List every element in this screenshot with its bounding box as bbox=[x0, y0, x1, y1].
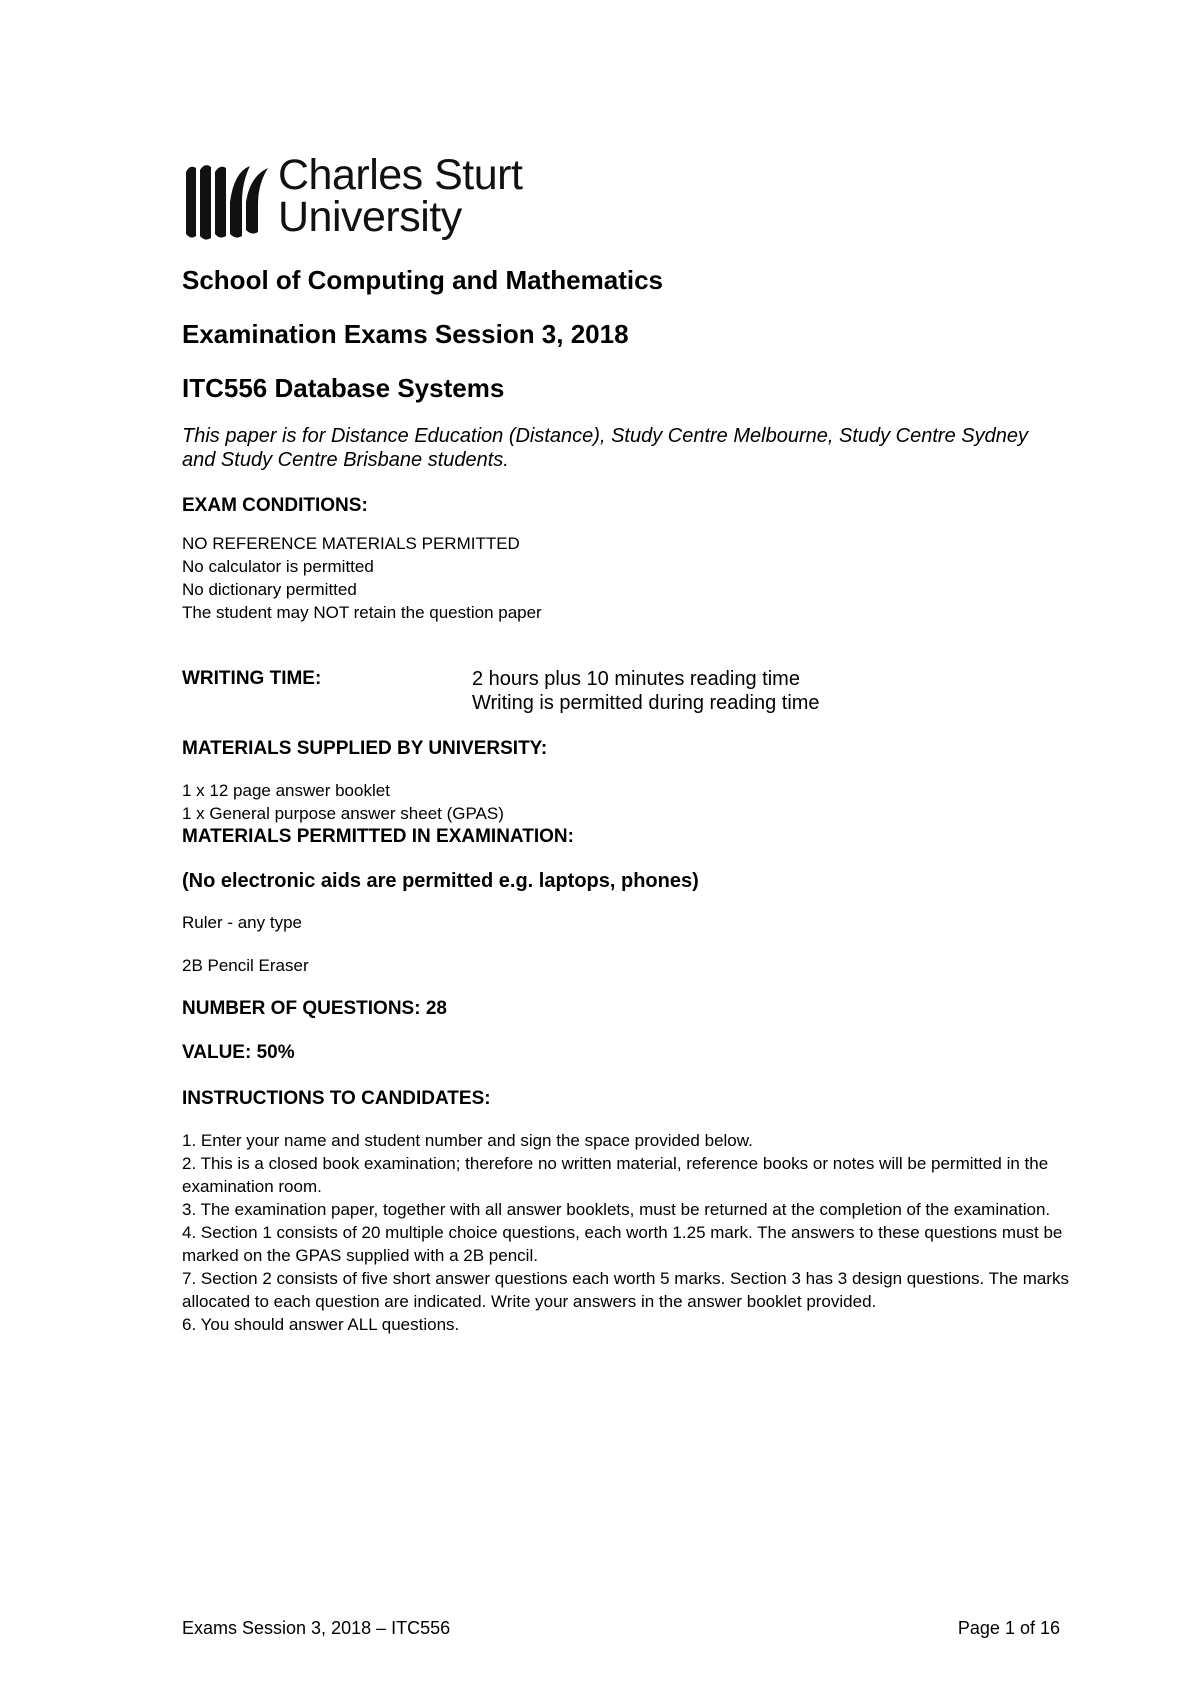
instructions-heading: INSTRUCTIONS TO CANDIDATES: bbox=[182, 1088, 491, 1109]
writing-time-line-1: 2 hours plus 10 minutes reading time bbox=[472, 668, 800, 690]
condition-item: No dictionary permitted bbox=[182, 580, 357, 599]
instruction-item: 4. Section 1 consists of 20 multiple choice questions, each worth 1.25 mark. The answers to these questions must be marked on the GPAS supplied with a 2B pencil. bbox=[182, 1223, 1063, 1265]
condition-item: The student may NOT retain the question paper bbox=[182, 603, 542, 622]
footer-session: Exams Session 3, 2018 – ITC556 bbox=[182, 1618, 451, 1638]
condition-item: No calculator is permitted bbox=[182, 557, 374, 576]
intro-paragraph: This paper is for Distance Education (Distance), Study Centre Melbourne, Study Centre Sydney and Study Centre Brisbane students. bbox=[182, 425, 1028, 471]
instruction-item: 7. Section 2 consists of five short answer questions each worth 5 marks. Section 3 has 3 design questions. The marks allocated to each question are indicated. Write your answers in the answer booklet provided. bbox=[182, 1269, 1069, 1311]
materials-permitted-item: Ruler - any type bbox=[182, 913, 302, 932]
materials-permitted-item: 2B Pencil Eraser bbox=[182, 956, 309, 975]
university-name bbox=[278, 151, 523, 241]
condition-item: NO REFERENCE MATERIALS PERMITTED bbox=[182, 534, 520, 553]
logo-line-1: Charles Sturt bbox=[278, 151, 523, 199]
writing-time-line-2: Writing is permitted during reading time bbox=[472, 692, 820, 714]
exam-value: VALUE: 50% bbox=[182, 1042, 295, 1063]
unit-title: ITC556 Database Systems bbox=[182, 373, 505, 403]
university-emblem-icon bbox=[182, 162, 272, 242]
writing-time-label: WRITING TIME: bbox=[182, 668, 322, 689]
materials-supplied-heading: MATERIALS SUPPLIED BY UNIVERSITY: bbox=[182, 738, 548, 759]
number-of-questions: NUMBER OF QUESTIONS: 28 bbox=[182, 998, 447, 1019]
instruction-item: 3. The examination paper, together with all answer booklets, must be returned at the completion of the examination. bbox=[182, 1200, 1051, 1219]
instruction-item: 6. You should answer ALL questions. bbox=[182, 1315, 460, 1334]
writing-time-block bbox=[182, 667, 1082, 715]
university-logo bbox=[182, 151, 1082, 250]
exam-session-title: Examination Exams Session 3, 2018 bbox=[182, 319, 629, 349]
materials-permitted-heading: MATERIALS PERMITTED IN EXAMINATION: bbox=[182, 826, 574, 847]
instructions-list bbox=[182, 1129, 1082, 1336]
materials-supplied-item: 1 x General purpose answer sheet (GPAS) bbox=[182, 804, 504, 823]
writing-time-values bbox=[472, 667, 820, 715]
school-title: School of Computing and Mathematics bbox=[182, 265, 664, 295]
materials-supplied-list bbox=[182, 779, 1082, 825]
footer-page-number: Page 1 of 16 bbox=[957, 1618, 1060, 1638]
exam-conditions-list bbox=[182, 532, 1082, 624]
exam-conditions-heading: EXAM CONDITIONS: bbox=[182, 495, 368, 516]
instruction-item: 1. Enter your name and student number and sign the space provided below. bbox=[182, 1131, 753, 1150]
no-electronic-aids-note: (No electronic aids are permitted e.g. laptops, phones) bbox=[182, 870, 699, 892]
logo-line-2: University bbox=[278, 193, 462, 241]
page-content bbox=[182, 151, 1082, 1336]
materials-supplied-item: 1 x 12 page answer booklet bbox=[182, 781, 390, 800]
instruction-item: 2. This is a closed book examination; therefore no written material, reference books or notes will be permitted in the examination room. bbox=[182, 1154, 1049, 1196]
page-footer bbox=[182, 1616, 1060, 1640]
